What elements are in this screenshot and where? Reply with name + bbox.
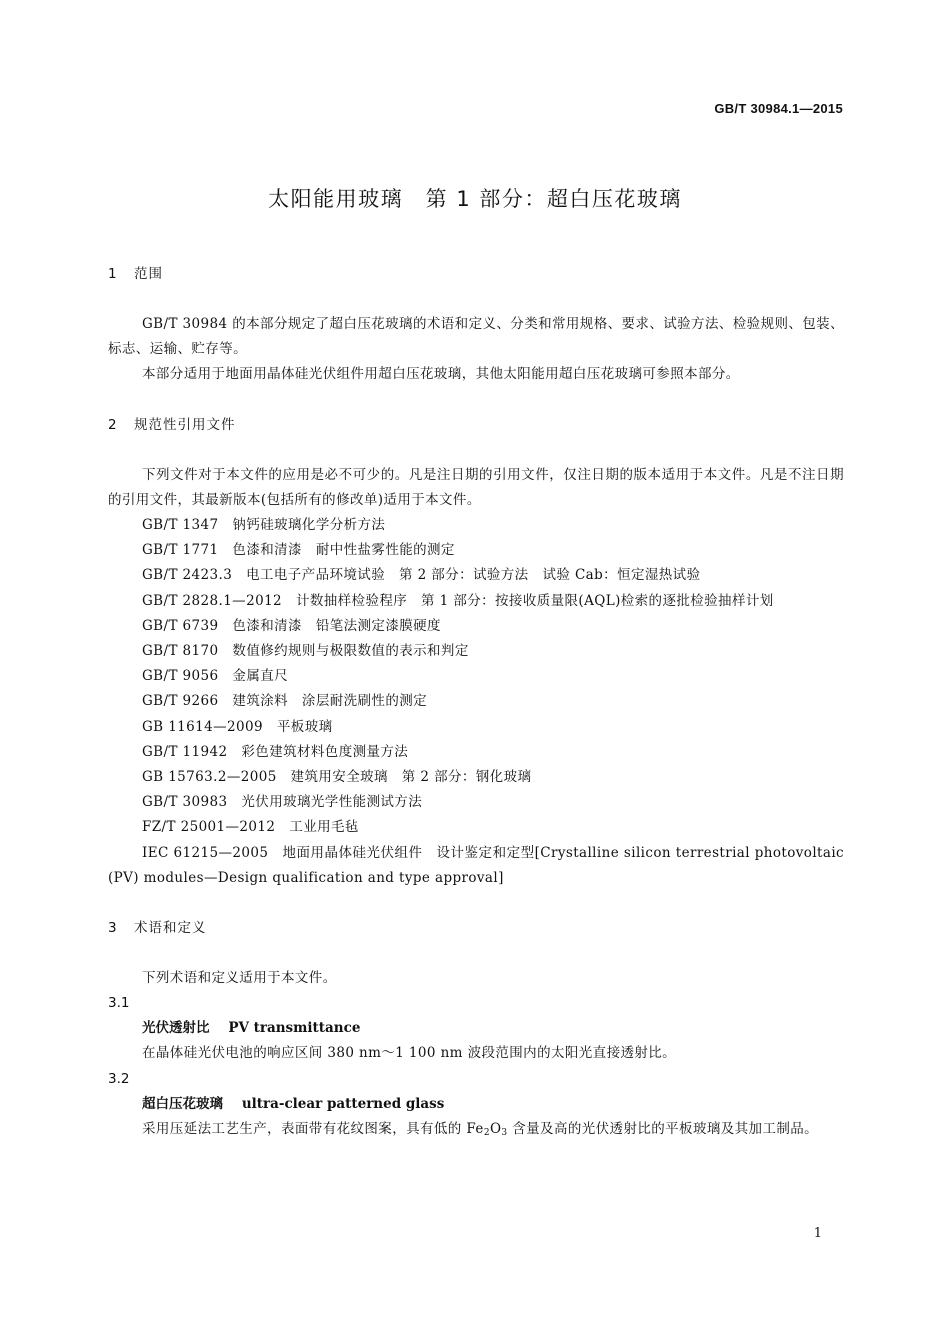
reference-item [108, 765, 844, 790]
paragraph: 下列术语和定义适用于本文件。 [142, 970, 337, 987]
reference-item [108, 815, 844, 840]
subscript: 3 [501, 1127, 508, 1138]
reference-item [108, 740, 844, 765]
document-title: 太阳能用玻璃 第 1 部分：超白压花玻璃 [268, 187, 682, 211]
reference-title: 计数抽样检验程序 第 1 部分：按接收质量限(AQL)检索的逐批检验抽样计划 [295, 592, 774, 609]
term-definition: 在晶体硅光伏电池的响应区间 380 nm～1 100 nm 波段范围内的太阳光直接透射比。 [142, 1045, 677, 1062]
section-2-heading [108, 413, 844, 438]
section-number: 1 [108, 266, 118, 282]
term-name-en: PV transmittance [228, 1020, 361, 1037]
reference-item [108, 538, 844, 563]
term-definition [108, 1117, 844, 1146]
reference-code: IEC 61215—2005 [142, 844, 269, 861]
reference-list [108, 513, 844, 891]
reference-title: 色漆和清漆 铅笔法测定漆膜硬度 [232, 617, 441, 634]
section-title: 术语和定义 [134, 920, 207, 937]
paragraph: GB/T 30984 的本部分规定了超白压花玻璃的术语和定义、分类和常用规格、要求、试验方法、检验规则、包装、标志、运输、贮存等。 [108, 316, 844, 358]
reference-item [108, 563, 844, 588]
definition-text: 含量及高的光伏透射比的平板玻璃及其加工制品。 [507, 1120, 819, 1137]
term-name [108, 1016, 844, 1041]
definition-text: O [489, 1120, 502, 1137]
reference-title: 色漆和清漆 耐中性盐雾性能的测定 [232, 542, 455, 559]
paragraph: 下列文件对于本文件的应用是必不可少的。凡是注日期的引用文件，仅注日期的版本适用于本文件。凡是不注日期的引用文件，其最新版本(包括所有的修改单)适用于本文件。 [108, 466, 844, 508]
reference-title: 电工电子产品环境试验 第 2 部分：试验方法 试验 Cab：恒定湿热试验 [246, 567, 701, 584]
reference-code: GB/T 30983 [142, 794, 228, 811]
reference-code: GB/T 9266 [142, 693, 219, 710]
reference-title: 地面用晶体硅光伏组件 设计鉴定和定型[Crystalline silicon terrestrial photovoltaic (PV) modules—Design qualification and type approval] [108, 844, 845, 886]
reference-code: GB/T 8170 [142, 643, 219, 660]
reference-title: 平板玻璃 [276, 718, 333, 735]
paragraph: 本部分适用于地面用晶体硅光伏组件用超白压花玻璃，其他太阳能用超白压花玻璃可参照本部分。 [142, 366, 740, 383]
section-number: 3 [108, 920, 118, 937]
document-body [108, 262, 844, 1146]
reference-title: 钠钙硅玻璃化学分析方法 [232, 517, 386, 534]
reference-item [108, 790, 844, 815]
term-number: 3.1 [108, 995, 130, 1012]
term-name-zh: 光伏透射比 [142, 1020, 210, 1037]
reference-item [108, 664, 844, 689]
reference-code: GB/T 9056 [142, 668, 219, 685]
definition-text: 采用压延法工艺生产，表面带有花纹图案，具有低的 Fe [142, 1120, 484, 1137]
term-name [108, 1092, 844, 1117]
reference-item [108, 715, 844, 740]
reference-code: GB/T 1347 [142, 517, 219, 534]
reference-code: GB 15763.2—2005 [142, 769, 277, 786]
subscript: 2 [483, 1127, 490, 1138]
reference-title: 彩色建筑材料色度测量方法 [241, 743, 409, 760]
section-1-heading [108, 262, 844, 287]
reference-item [108, 513, 844, 538]
section-title: 规范性引用文件 [134, 416, 236, 433]
reference-item [108, 589, 844, 614]
standard-code: GB/T 30984.1—2015 [714, 101, 843, 116]
reference-code: GB/T 2423.3 [142, 567, 233, 584]
reference-title: 建筑涂料 涂层耐洗刷性的测定 [232, 693, 428, 710]
reference-code: FZ/T 25001—2012 [142, 819, 276, 836]
reference-item [108, 689, 844, 714]
reference-code: GB/T 6739 [142, 617, 219, 634]
reference-item [108, 614, 844, 639]
reference-code: GB/T 2828.1—2012 [142, 592, 283, 609]
page-number: 1 [813, 1226, 822, 1241]
reference-code: GB 11614—2009 [142, 718, 263, 735]
reference-title: 金属直尺 [232, 668, 289, 685]
term-number: 3.2 [108, 1070, 130, 1087]
section-title: 范围 [134, 266, 163, 282]
term-name-en: ultra-clear patterned glass [241, 1095, 445, 1112]
section-3-heading [108, 916, 844, 941]
reference-title: 数值修约规则与极限数值的表示和判定 [232, 643, 469, 660]
section-number: 2 [108, 416, 118, 433]
reference-code: GB/T 1771 [142, 542, 219, 559]
reference-title: 建筑用安全玻璃 第 2 部分：钢化玻璃 [290, 769, 532, 786]
reference-title: 工业用毛毡 [289, 819, 359, 836]
reference-item [108, 639, 844, 664]
reference-item [108, 841, 844, 891]
reference-code: GB/T 11942 [142, 743, 228, 760]
term-name-zh: 超白压花玻璃 [142, 1095, 223, 1112]
reference-title: 光伏用玻璃光学性能测试方法 [241, 794, 423, 811]
